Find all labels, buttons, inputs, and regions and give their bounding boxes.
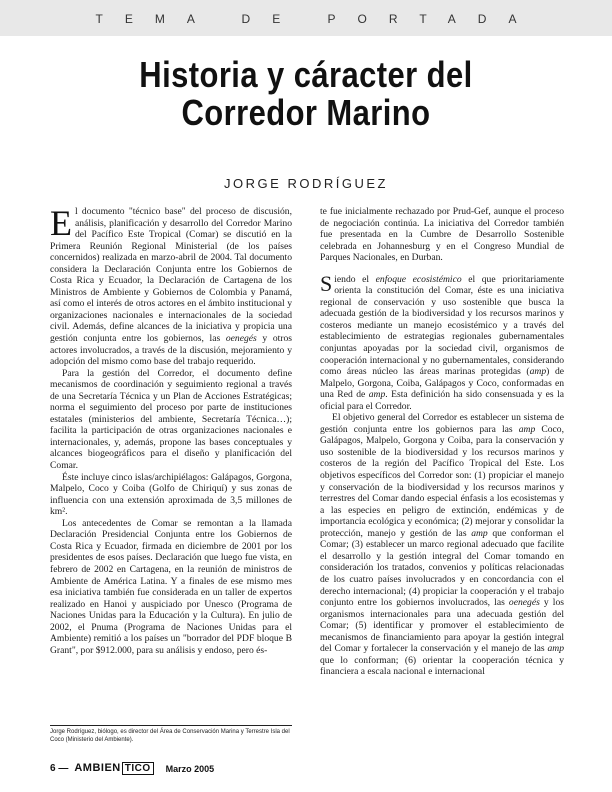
article-title xyxy=(43,56,569,132)
section-label: TEMA DE PORTADA xyxy=(95,12,539,26)
paragraph xyxy=(320,270,565,413)
logo-text: AMBIEN xyxy=(74,762,121,774)
page-number: 6 — xyxy=(50,763,69,774)
paragraph-text: el que prioritariamente orienta la constitución del Comar, éste es una iniciativa regional de conservación y uso sostenible que busca la adecuada gestión de la biodiversidad y los recursos marinos y costeros mediante un manejo ecosistémico y a través del establecimiento de estrategias regionales gubernamentales conjuntas apoyadas por la sociedad civil, organismos de cooperación internacional y no gubernamentales, considerando como áreas núcleo las áreas marinas protegidas ( xyxy=(320,273,564,378)
emphasis-text: oenegés xyxy=(508,597,540,609)
left-column xyxy=(50,203,293,656)
drop-cap: E xyxy=(50,203,72,243)
right-column xyxy=(320,206,564,678)
paragraph xyxy=(50,203,293,368)
paragraph: Los antecedentes de Comar se remontan a la llamada Declaración Presidencial Conjunta entre los Gobiernos de Costa Rica y Ecuador, firmada en diciembre de 2001 por los presidentes de esos países. Declaración que luego fue vista, en febrero de 2002 en Cartagena, en la reunión de ministros de Ambiente de América Latina. Y a finales de ese mismo mes esa iniciativa también fue considerada en un taller de expertos realizado en Hanoi y auspiciado por Unesco (Programa de Naciones Unidas para la Educación y la Cultura). En julio de 2002, el Pnuma (Programa de Naciones Unidas para el Ambiente) remitió a los países un "borrador del PDF bloque B Grant", por $912.000, para su análisis y endoso, pero és- xyxy=(50,517,292,656)
issue-date: Marzo 2005 xyxy=(165,763,215,774)
page-footer xyxy=(50,762,214,775)
paragraph-text: ) de Malpelo, Gorgona, Coiba, Galápagos y Coco, conformadas en una Red de xyxy=(320,366,564,401)
footnote-rule xyxy=(50,725,292,726)
logo-text-boxed: TICO xyxy=(122,762,154,775)
paragraph: Para la gestión del Corredor, el documento define mecanismos de coordinación y seguimiento regional a través de una Secretaría Técnica y un Plan de Acciones Estratégicas; norma el seguimiento del proceso por parte de instituciones estatales (ministerios del ambiente, Secretaría Técnica…); facilita la participación de otras organizaciones nacionales e internacionales, y, además, propone las bases conceptuales y alcances biogeográficos para el diseño y planificación del Comar. xyxy=(50,367,292,472)
emphasis-text: enfoque ecosistémico xyxy=(375,273,462,285)
emphasis-text: oenegés xyxy=(225,333,257,345)
paragraph-text: y los organismos internacionales para una adecuada gestión del Comar; (5) identificar y promover el establecimiento de mecanismos de financiamiento para apoyar la gestión integral del Comar y fortalecer la conservación y el manejo de las xyxy=(320,597,564,655)
paragraph-text: que conforman el Comar; (3) establecer un marco regional adecuado que facilite el desarrollo y la gestión integral del Comar tomando en consideración los tratados, convenios y políticas relacionadas de los cuatro países involucrados y en concordancia con el derecho internacional; (4) propiciar la cooperación y el trabajo conjunto entre los gobiernos involucrados, las xyxy=(320,527,564,609)
paragraph-text: l documento "técnico base" del proceso de discusión, análisis, planificación y desarrollo del Corredor Marino del Pacífico Este Tropical (Comar) se discutió en la Primera Reunión Regional Ministerial (de los países concernidos) realizada en marzo-abril de 2004. Tal documento considera la Declaración Conjunta entre los Gobiernos de Costa Rica y Ecuador, la Declaración de Cartagena de los Ministros de Ambiente y Gobiernos de Colombia y Panamá, así como el interés de otros actores en el ámbito institucional y organizaciones nacionales e internacionales de la sociedad civil. Además, define alcances de la iniciativa y propicia una gestión conjunta entre los gobiernos, las xyxy=(50,206,292,345)
paragraph-text: que lo conforman; (6) orientar la cooperación técnica y financiera a escala nacional e internacional xyxy=(320,654,564,678)
emphasis-text: amp xyxy=(518,423,536,435)
drop-cap: S xyxy=(320,270,333,296)
author-footnote: Jorge Rodríguez, biólogo, es director del Área de Conservación Marina y Terrestre Isla del Coco (Ministerio del Ambiente). xyxy=(50,729,290,743)
paragraph-text: y otros actores involucrados, a través de la discusión, mejoramiento y adopción del mismo como base del trabajo requerido. xyxy=(50,333,293,368)
title-line-2: Corredor Marino xyxy=(181,92,431,133)
article-author: JORGE RODRÍGUEZ xyxy=(224,176,388,191)
paragraph-text: Coco, Galápagos, Malpelo, Gorgona y Coiba, para la conservación y uso sostenible de la biodiversidad y los recursos marinos y costeros de la región del Pacífico Tropical del Este. Los objetivos específicos del Corredor son: (1) propiciar el manejo y conservación de la biodiversidad y los recursos marinos y terrestres del Comar dando especial énfasis a los ecosistemas y a las especies en peligro de extinción, endémicas y de importancia ecológica y económica; (2) mejorar y consolidar la protección, manejo y gestión de las xyxy=(320,423,564,539)
magazine-logo xyxy=(74,762,153,775)
emphasis-text: amp xyxy=(471,527,488,539)
paragraph-text: El objetivo general del Corredor es establecer un sistema de gestión conjunta entre los gobiernos para las xyxy=(320,412,564,435)
title-line-1: Historia y cáracter del xyxy=(139,54,473,95)
emphasis-text: amp xyxy=(529,366,547,378)
paragraph-text: . Esta definición ha sido consensuada y es la oficial para el Corredor. xyxy=(320,389,565,412)
emphasis-text: amp xyxy=(368,389,386,401)
emphasis-text: amp xyxy=(547,643,564,655)
paragraph-text: iendo el xyxy=(334,273,376,285)
paragraph: te fue inicialmente rechazado por Prud-Gef, aunque el proceso de negociación continúa. La iniciativa del Corredor también fue presentada en la Cumbre de Desarrollo Sostenible celebrada en Johannesburg y en el Congreso Mundial de Parques Nacionales, en Durban. xyxy=(320,206,564,264)
paragraph xyxy=(320,412,564,678)
paragraph: Éste incluye cinco islas/archipiélagos: Galápagos, Gorgona, Malpelo, Coco y Coiba (Golfo de Chiriquí) y sus zonas de influencia con una extensión aproximada de 3,5 millones de km². xyxy=(50,471,292,518)
